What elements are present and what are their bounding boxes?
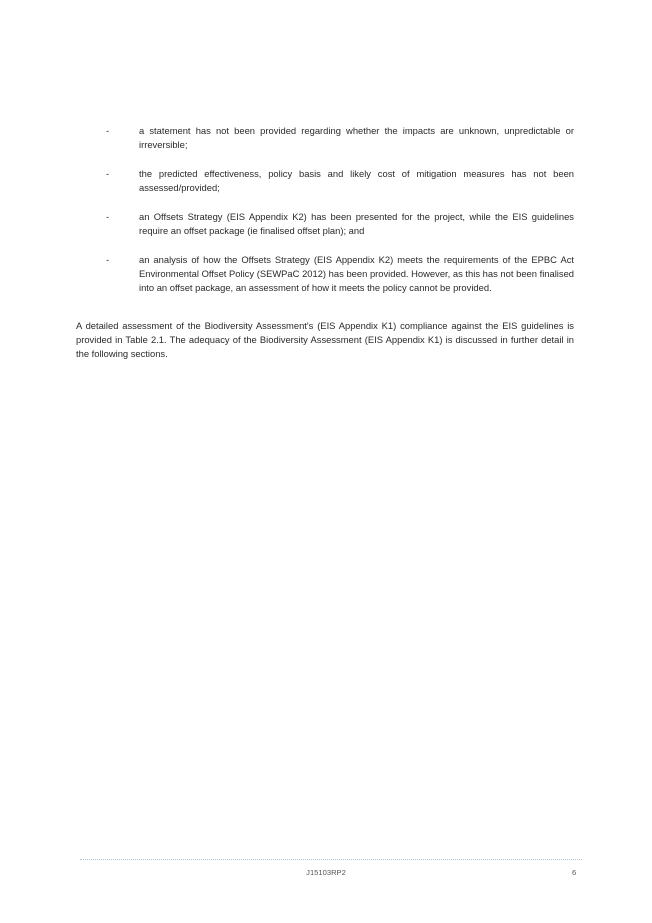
- bullet-text: a statement has not been provided regarding whether the impacts are unknown, unpredictable or irreversible;: [139, 125, 574, 150]
- bullet-item: [106, 253, 574, 295]
- bullet-marker: -: [106, 211, 110, 222]
- bullet-text: an analysis of how the Offsets Strategy (EIS Appendix K2) meets the requirements of the EPBC Act Environmental Offset Policy (SEWPaC 2012) has been provided. However, as this has not been finalised into an offset package, an assessment of how it meets the policy cannot be provided.: [139, 254, 574, 293]
- bullet-text: an Offsets Strategy (EIS Appendix K2) has been presented for the project, while the EIS guidelines require an offset package (ie finalised offset plan); and: [139, 211, 574, 236]
- bullet-text: the predicted effectiveness, policy basis and likely cost of mitigation measures has not been assessed/provided;: [139, 168, 574, 193]
- bullet-marker: -: [106, 125, 110, 136]
- bullet-list: [106, 124, 574, 310]
- footer-divider: [80, 859, 582, 860]
- footer-reference: J15103RP2: [306, 868, 346, 877]
- bullet-marker: -: [106, 168, 110, 179]
- body-paragraph: A detailed assessment of the Biodiversity Assessment's (EIS Appendix K1) compliance against the EIS guidelines is provided in Table 2.1. The adequacy of the Biodiversity Assessment (EIS Appendix K1) is discussed in further detail in the following sections.: [76, 320, 574, 359]
- bullet-item: [106, 167, 574, 195]
- bullet-item: [106, 124, 574, 152]
- page-number: 6: [572, 868, 577, 877]
- bullet-item: [106, 210, 574, 238]
- bullet-marker: -: [106, 254, 110, 265]
